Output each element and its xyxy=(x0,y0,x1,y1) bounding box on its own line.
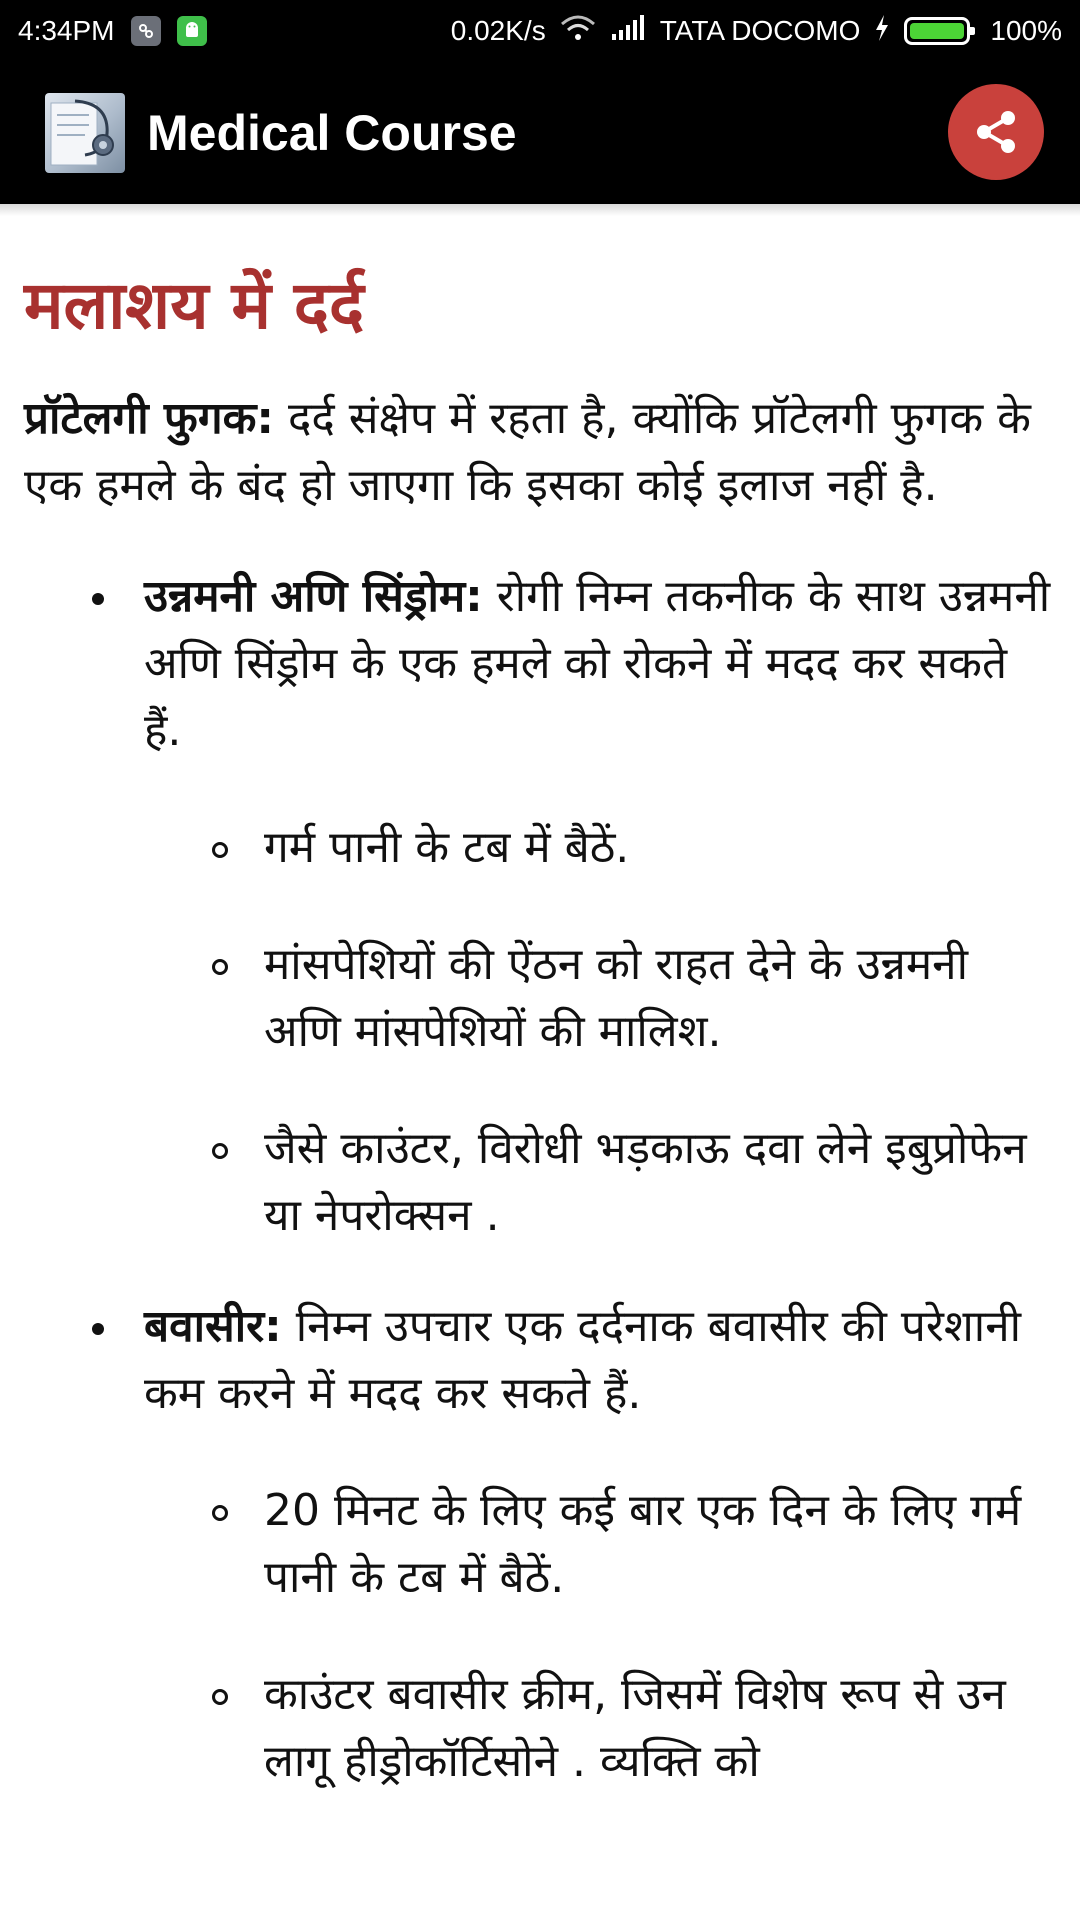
sub-list xyxy=(144,814,1056,1249)
charging-icon xyxy=(874,14,890,49)
sub-list xyxy=(144,1477,1056,1795)
app-title: Medical Course xyxy=(147,105,517,161)
list-item xyxy=(24,563,1056,1249)
battery-icon xyxy=(904,17,970,45)
app-bar xyxy=(0,62,1080,204)
sub-list-item: मांसपेशियों की ऐंठन को राहत देने के उन्नमनी अणि मांसपेशियों की मालिश. xyxy=(144,931,1056,1065)
page-title: मलाशय में दर्द xyxy=(24,267,364,344)
notification-app-icon xyxy=(131,16,161,46)
app-bar-shadow xyxy=(0,204,1080,216)
network-speed: 0.02K/s xyxy=(450,15,546,46)
android-icon xyxy=(177,16,207,46)
list-item-text: रोगी निम्न तकनीक के साथ उन्नमनी अणि सिंड्रोम के एक हमले को रोकने में मदद कर सकते हैं. xyxy=(144,571,1051,757)
battery-percent: 100% xyxy=(990,15,1062,46)
share-icon xyxy=(970,106,1022,158)
share-button[interactable] xyxy=(948,84,1044,180)
main-list xyxy=(24,563,1056,1795)
list-item-text: निम्न उपचार एक दर्दनाक बवासीर की परेशानी कम करने में मदद कर सकते हैं. xyxy=(144,1301,1022,1420)
carrier-name: TATA DOCOMO xyxy=(659,15,861,46)
status-bar xyxy=(0,0,1080,62)
article-content xyxy=(0,216,1080,1795)
list-item-term: बवासीर: xyxy=(144,1301,282,1353)
signal-icon xyxy=(610,14,646,49)
sub-list-item: गर्म पानी के टब में बैठें. xyxy=(144,814,1056,881)
sub-list-item: 20 मिनट के लिए कई बार एक दिन के लिए गर्म पानी के टब में बैठें. xyxy=(144,1477,1056,1611)
list-item xyxy=(24,1293,1056,1795)
sub-list-item: काउंटर बवासीर क्रीम, जिसमें विशेष रूप से उन लागू हीड्रोकॉर्टिसोने . व्यक्ति को xyxy=(144,1661,1056,1795)
intro-term: प्रॉटेलगी फुगक: xyxy=(24,393,275,445)
stethoscope-logo-icon xyxy=(45,93,125,173)
intro-paragraph xyxy=(24,385,1056,519)
list-item-term: उन्नमनी अणि सिंड्रोम: xyxy=(144,571,483,623)
status-time: 4:34PM xyxy=(18,15,115,46)
sub-list-item: जैसे काउंटर, विरोधी भड़काऊ दवा लेने इबुप्रोफेन या नेपरोक्सन . xyxy=(144,1115,1056,1249)
wifi-icon xyxy=(560,14,596,49)
intro-text: दर्द संक्षेप में रहता है, क्योंकि प्रॉटेलगी फुगक के एक हमले के बंद हो जाएगा कि इसका कोई इलाज नहीं है. xyxy=(24,393,1031,512)
